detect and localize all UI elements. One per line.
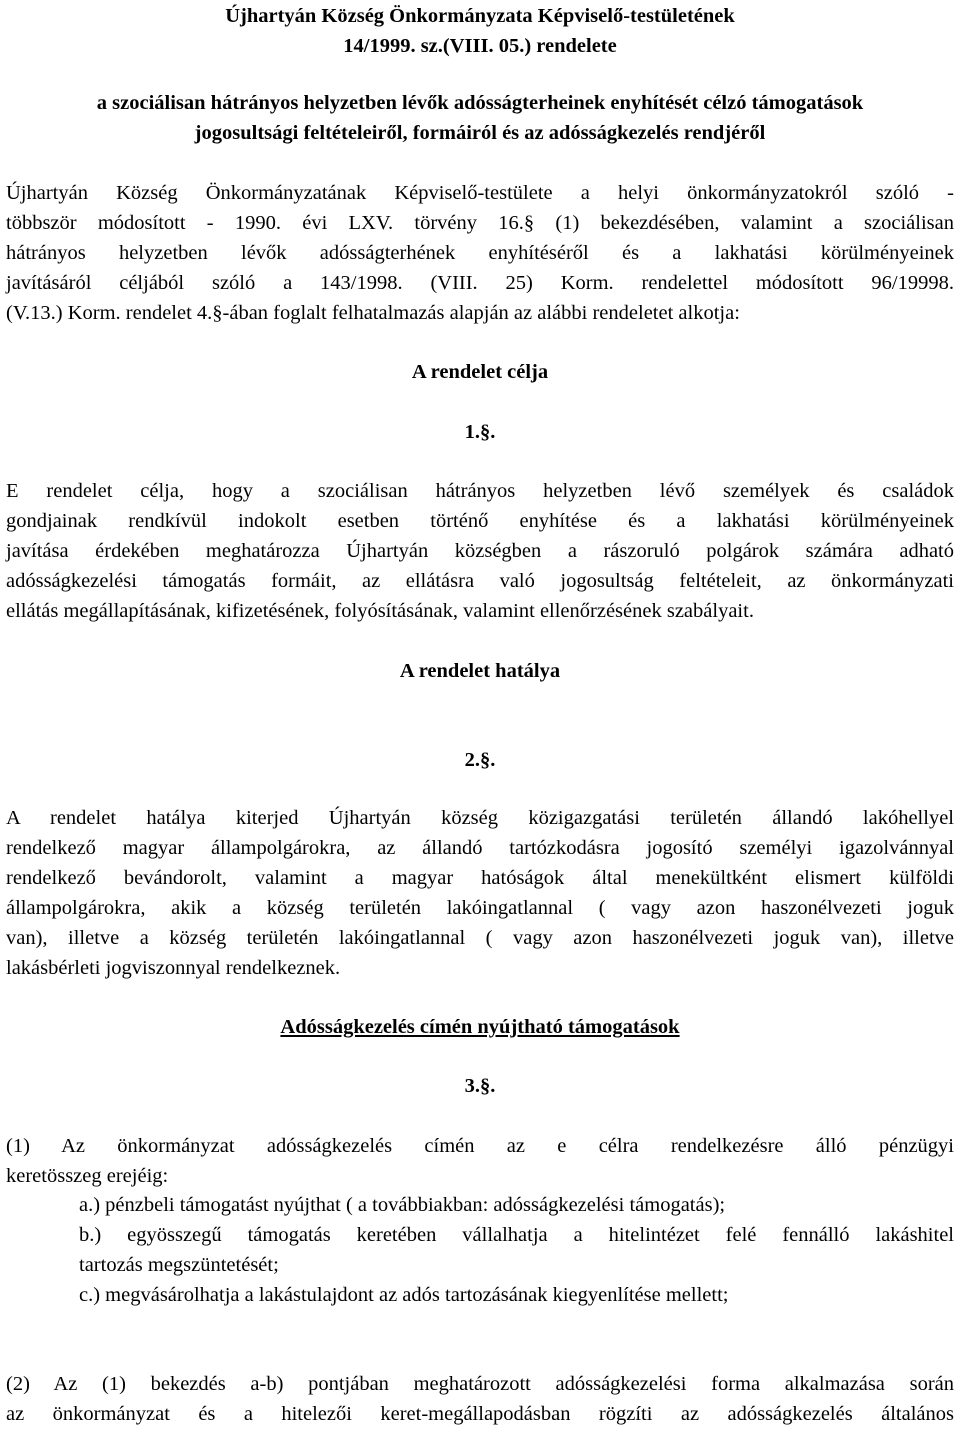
paragraph-line: (2) Az (1) bekezdés a-b) pontjában meghatározott adósságkezelési forma alkalmazása során <box>6 1373 954 1395</box>
preamble-line: (V.13.) Korm. rendelet 4.§-ában foglalt felhatalmazás alapján az alábbi rendeletet alkotja: <box>6 302 740 324</box>
paragraph-line: rendelkező bevándorolt, valamint a magyar hatóságok által menekültként elismert külföldi <box>6 867 954 889</box>
list-item-b: b.) egyösszegű támogatás keretében vállalhatja a hitelintézet felé fennálló lakáshitel <box>79 1224 954 1246</box>
document-subject-line2: jogosultsági feltételeiről, formáiról és az adósságkezelés rendjéről <box>194 122 766 144</box>
document-title: Újhartyán Község Önkormányzata Képviselő-testületének <box>225 5 735 27</box>
paragraph-line: javítása érdekében meghatározza Újhartyán községben a rászoruló polgárok számára adható <box>6 540 954 562</box>
preamble-line: javításáról céljából szóló a 143/1998. (VIII. 25) Korm. rendelettel módosított 96/19998. <box>6 272 954 294</box>
list-item-b-continued: tartozás megszüntetését; <box>79 1254 279 1276</box>
paragraph-line: ellátás megállapításának, kifizetésének, folyósításának, valamint ellenőrzésének szabályait. <box>6 600 754 622</box>
paragraph-line: van), illetve a község területén lakóingatlannal ( vagy azon haszonélvezeti joguk van), illetve <box>6 927 954 949</box>
paragraph-line: az önkormányzat és a hitelezői keret-megállapodásban rögzíti az adósságkezelés általános <box>6 1403 954 1425</box>
list-item-c: c.) megvásárolhatja a lakástulajdont az adós tartozásának kiegyenlítése mellett; <box>79 1284 729 1306</box>
preamble-line: Újhartyán Község Önkormányzatának Képviselő-testülete a helyi önkormányzatokról szóló - <box>6 182 954 204</box>
paragraph-line: keretösszeg erejéig: <box>6 1165 169 1187</box>
section-number: 3.§. <box>464 1075 496 1097</box>
document-subject: a szociálisan hátrányos helyzetben lévők adósságterheinek enyhítését célzó támogatások <box>96 92 864 114</box>
paragraph-line: A rendelet hatálya kiterjed Újhartyán község közigazgatási területén állandó lakóhellyel <box>6 807 954 829</box>
paragraph-line: (1) Az önkormányzat adósságkezelés címén az e célra rendelkezésre álló pénzügyi <box>6 1135 954 1157</box>
paragraph-line: állampolgárokra, akik a község területén lakóingatlannal ( vagy azon haszonélvezeti joguk <box>6 897 954 919</box>
section-heading: Adósságkezelés címén nyújtható támogatások <box>280 1016 680 1038</box>
preamble-line: hátrányos helyzetben lévők adósságterhének enyhítéséről és a lakhatási körülményeinek <box>6 242 954 264</box>
preamble-line: többször módosított - 1990. évi LXV. törvény 16.§ (1) bekezdésében, valamint a szociálisan <box>6 212 954 234</box>
paragraph-line: adósságkezelési támogatás formáit, az ellátásra való jogosultság feltételeit, az önkormányzati <box>6 570 954 592</box>
section-number: 1.§. <box>464 421 496 443</box>
list-item-a: a.) pénzbeli támogatást nyújthat ( a továbbiakban: adósságkezelési támogatás); <box>79 1194 726 1216</box>
section-heading: A rendelet hatálya <box>399 660 561 682</box>
section-heading: A rendelet célja <box>411 361 549 383</box>
paragraph-line: E rendelet célja, hogy a szociálisan hátrányos helyzetben lévő személyek és családok <box>6 480 954 502</box>
section-number: 2.§. <box>464 749 496 771</box>
paragraph-line: rendelkező magyar állampolgárokra, az állandó tartózkodásra jogosító személyi igazolvánnyal <box>6 837 954 859</box>
paragraph-line: lakásbérleti jogviszonnyal rendelkeznek. <box>6 957 341 979</box>
paragraph-line: gondjainak rendkívül indokolt esetben történő enyhítése és a lakhatási körülményeinek <box>6 510 954 532</box>
document-title-number: 14/1999. sz.(VIII. 05.) rendelete <box>343 35 617 57</box>
